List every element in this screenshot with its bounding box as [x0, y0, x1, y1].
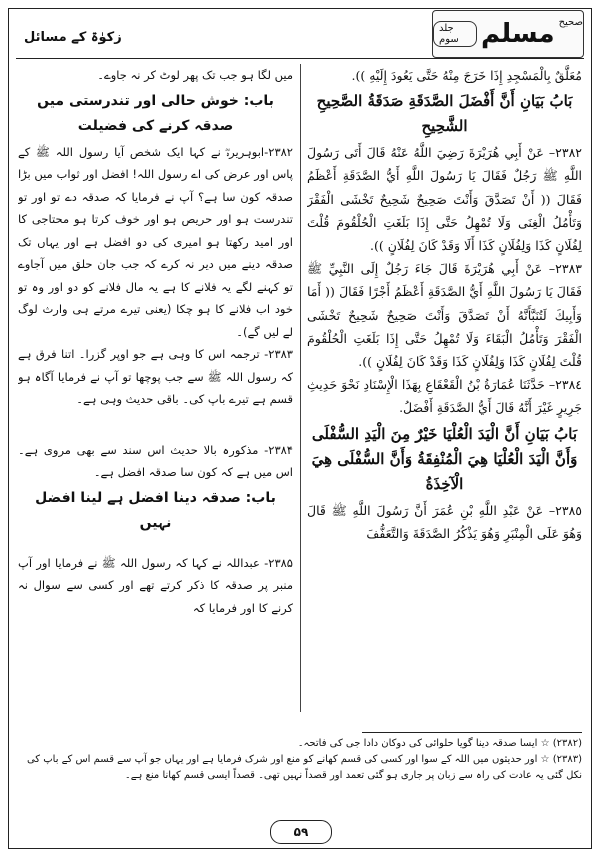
hadith-2382-urdu: ۲۳۸۲-ابوہریرہؓ نے کہا ایک شخص آیا رسول اللہ ﷺ کے پاس اور عرض کی اے رسول اللہ! افضل اور ثواب میں بڑا صدقہ کون سا ہے؟ آپ نے فرمایا کہ صدقہ دے تو اور تو تندرست ہو اور حریص ہو اور خوف کرتا ہو محتاجی کا اور امید رکھتا ہو امیری کی دو افضل ہے اور یہاں تک صدقہ دینے میں دیر نہ کرے کہ جب جان حلق میں آجاوے تو کہنے لگے یہ فلانے کا ہے یہ مال فلانے کو دو اور وہ تو خود اب فلانے کا ہو چکا (یعنی تیرے مرتے ہی وارث لوگ لے لیں گے)۔ — [18, 144, 293, 339]
column-divider — [300, 64, 301, 712]
volume-badge: جلد سوم — [433, 21, 477, 47]
hadith-2384-urdu: ۲۳۸۴- مذکورہ بالا حدیث اس سند سے بھی مروی ہے۔ اس میں ہے کہ کون سا صدقہ افضل ہے۔ — [18, 442, 293, 479]
header-rule — [16, 58, 584, 59]
section-name: زکوٰۃ کے مسائل — [24, 30, 122, 45]
hadith-2383-urdu: ۲۳۸۳- ترجمہ اس کا وہی ہے جو اوپر گزرا۔ اتنا فرق ہے کہ رسول اللہ ﷺ سے جب پوچھا تو آپ نے فرمایا آگاہ ہو قسم ہے تیرے باپ کی۔ باقی حدیث وہی ہے۔ — [18, 347, 293, 406]
arabic-chapter-heading-1: بَابُ بَيَانِ أَنَّ أَفْضَلَ الصَّدَقَةِ صَدَقَةُ الصَّحِيحِ الشَّحِيحِ — [316, 92, 573, 136]
footnote-2383: (۲۳۸۳) ☆ اور حدیثوں میں اللہ کے سوا اور کسی کی قسم کھانے کو منع اور شرک فرمایا ہے اور یہاں جو آپ سے قسم اس کے باپ کی نکل گئی یہ عادت کی راہ سے زبان پر جاری ہو گئی تعمد اور قصداً نہیں تھی۔ قصداً ایسی قسم کھانا منع ہے۔ — [26, 754, 582, 781]
footnote-2382: (۲۳۸۲) ☆ ایسا صدقہ دینا گویا حلوائی کی دوکان دادا جی کی فاتحہ۔ — [297, 738, 582, 749]
urdu-chapter-heading-2: باب: صدقہ دینا افضل ہے لینا افضل نہیں — [35, 489, 276, 531]
hadith-2384-arabic: ٢٣٨٤– حَدَّثَنَا عُمَارَةُ بْنُ الْقَعْقَاعِ بِهَذَا الْإِسْنَادِ نَحْوَ حَدِيثِ جَرِيرٍ غَيْرَ أَنَّهُ قَالَ أَيُّ الصَّدَقَةِ أَفْضَلُ. — [307, 377, 582, 416]
book-title-block — [432, 10, 584, 58]
page-number: ۵۹ — [270, 820, 332, 844]
hadith-2385-urdu: ۲۳۸۵- عبداللہ نے کہا کہ رسول اللہ ﷺ نے فرمایا اور آپ منبر پر صدقہ کا ذکر کرتے تھے اور کسی سے سوال نہ کرنے کا اور فرمایا کہ — [18, 555, 293, 615]
arabic-intro: مُعَلَّقٌ بِالْمَسْجِدِ إِذَا خَرَجَ مِنْهُ حَتَّى يَعُودَ إِلَيْهِ )). — [351, 68, 582, 83]
hadith-2382-arabic: ٢٣٨٢– عَنْ أَبِي هُرَيْرَةَ رَضِيَ اللَّهُ عَنْهُ قَالَ أَتَى رَسُولَ اللَّهِ ﷺ رَجُلٌ فَقَالَ يَا رَسُولَ اللَّهِ أَيُّ الصَّدَقَةِ أَعْظَمُ فَقَالَ (( أَنْ تَصَدَّقَ وَأَنْتَ صَحِيحٌ شَحِيحٌ تَخْشَى الْفَقْرَ وَتَأْمُلُ الْغِنَى وَلَا تُمْهِلُ حَتَّى إِذَا بَلَغَتِ الْحُلْقُومَ قُلْتَ لِفُلَانٍ كَذَا وَلِفُلَانٍ كَذَا أَلَا وَقَدْ كَانَ لِفُلَانٍ )). — [307, 145, 582, 254]
arabic-column — [307, 64, 582, 712]
arabic-chapter-heading-2: بَابُ بَيَانِ أَنَّ الْيَدَ الْعُلْيَا خَيْرٌ مِنَ الْيَدِ السُّفْلَى وَأَنَّ الْيَدَ الْعُلْيَا هِيَ الْمُنْفِقَةُ وَأَنَّ السُّفْلَى هِيَ الْآخِذَةُ — [311, 424, 578, 493]
footnotes — [18, 736, 582, 784]
urdu-intro: میں لگا ہو جب تک پھر لوٹ کر نہ جاوے۔ — [97, 68, 293, 82]
book-title: مسلم — [481, 19, 555, 49]
spacer — [18, 538, 293, 552]
book-title-prefix: صحیح — [558, 16, 583, 28]
footnote-rule — [362, 732, 582, 733]
urdu-chapter-heading-1: باب: خوش حالی اور تندرستی میں صدقہ کرنے کی فضیلت — [37, 92, 274, 134]
spacer — [18, 411, 293, 439]
page-header — [8, 10, 592, 58]
urdu-column — [18, 64, 293, 712]
hadith-2383-arabic: ٢٣٨٣– عَنْ أَبِي هُرَيْرَةَ قَالَ جَاءَ رَجُلٌ إِلَى النَّبِيِّ ﷺ فَقَالَ يَا رَسُولَ اللَّهِ أَيُّ الصَّدَقَةِ أَعْظَمُ أَجْرًا فَقَالَ (( أَمَا وَأَبِيكَ لَتُنَبَّأَنَّهُ أَنْ تَصَدَّقَ وَأَنْتَ صَحِيحٌ شَحِيحٌ تَخْشَى الْفَقْرَ وَتَأْمُلُ الْبَقَاءَ وَلَا تُمْهِلُ حَتَّى إِذَا بَلَغَتِ الْحُلْقُومَ قُلْتَ لِفُلَانٍ كَذَا وَلِفُلَانٍ كَذَا وَقَدْ كَانَ لِفُلَانٍ )). — [307, 261, 582, 370]
hadith-2385-arabic: ٢٣٨٥– عَنْ عَبْدِ اللَّهِ بْنِ عُمَرَ أَنَّ رَسُولَ اللَّهِ ﷺ قَالَ وَهُوَ عَلَى الْمِنْبَرِ وَهُوَ يَذْكُرُ الصَّدَقَةَ وَالتَّعَفُّفَ — [307, 502, 582, 541]
